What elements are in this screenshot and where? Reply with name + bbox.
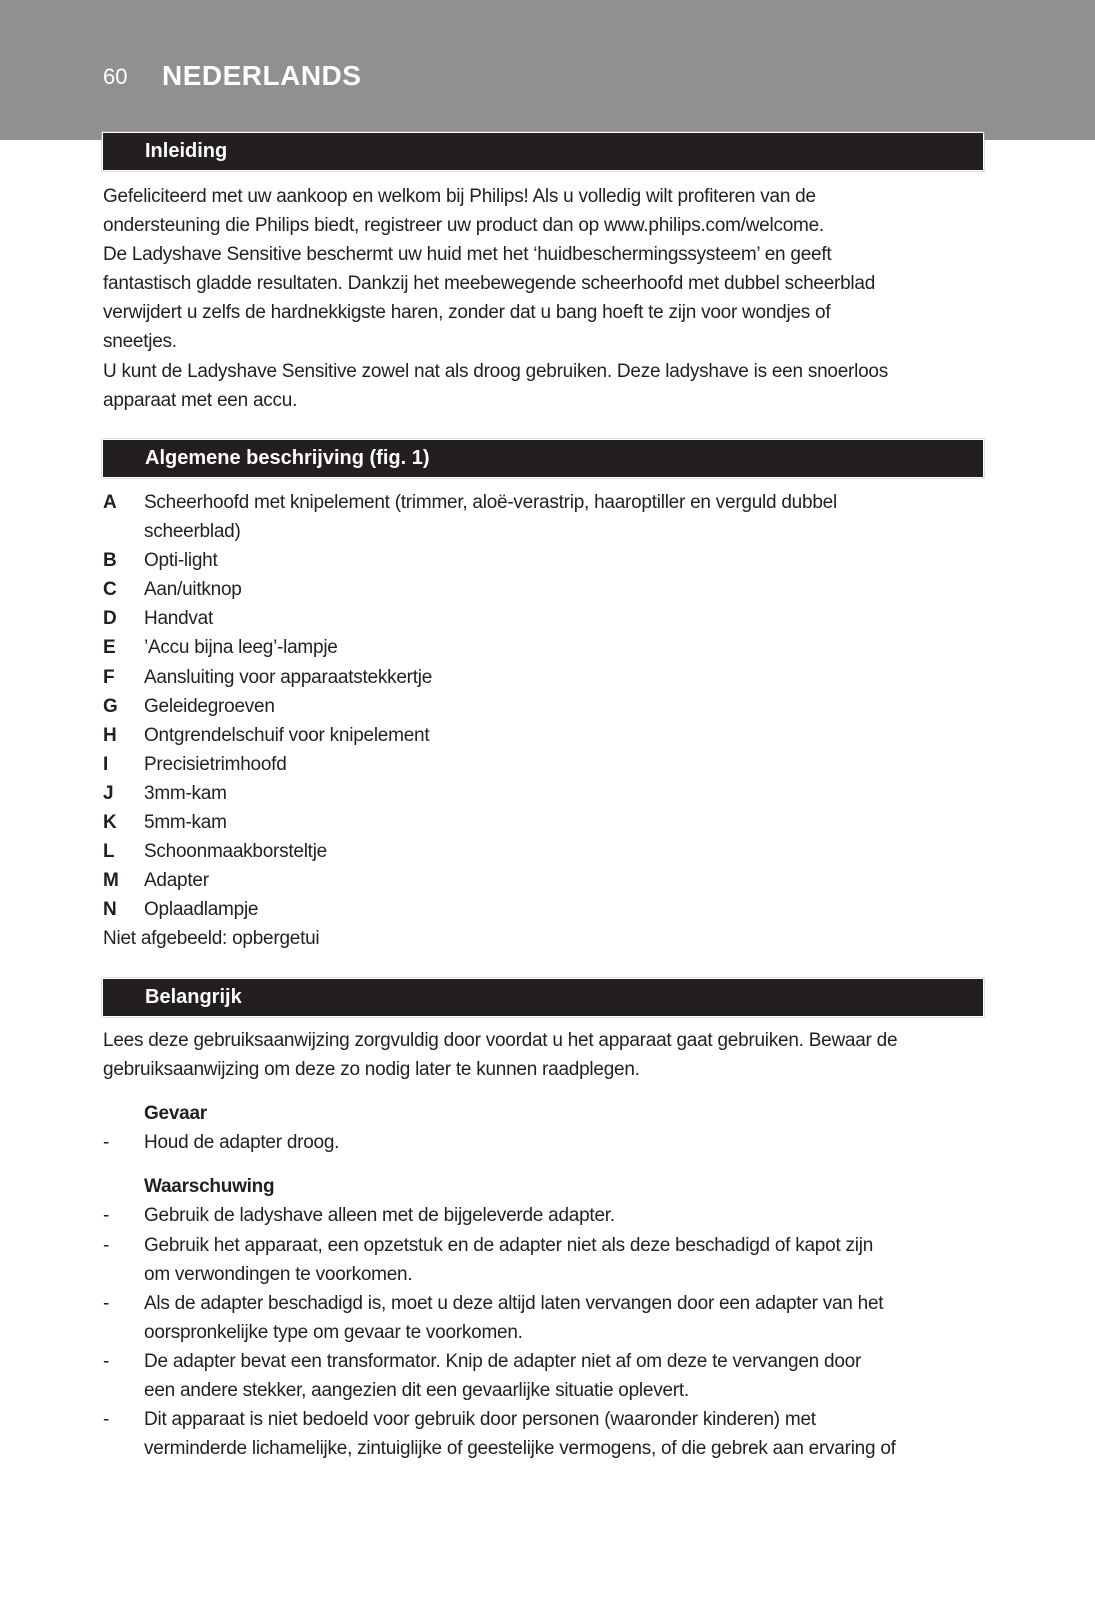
text-line: Dit apparaat is niet bedoeld voor gebruik door personen (waaronder kinderen) met: [144, 1409, 816, 1431]
text-line: apparaat met een accu.: [103, 389, 298, 411]
list-item: [103, 779, 993, 808]
text-line: Lees deze gebruiksaanwijzing zorgvuldig door voordat u het apparaat gaat gebruiken. Bewaar de: [103, 1030, 898, 1051]
warning-item: [103, 1201, 993, 1230]
item-label: K: [103, 812, 117, 834]
item-label: J: [103, 782, 114, 804]
text-line: scheerblad): [144, 521, 241, 543]
text-line: De adapter bevat een transformator. Knip de adapter niet af om deze te vervangen door: [144, 1350, 862, 1372]
text-line: verminderde lichamelijke, zintuiglijke of geestelijke vermogens, of die gebrek aan ervaring of: [144, 1438, 896, 1460]
text-line: gebruiksaanwijzing om deze zo nodig later te kunnen raadplegen.: [103, 1059, 640, 1081]
section-title: Belangrijk: [145, 986, 242, 1008]
text-line: om verwondingen te voorkomen.: [144, 1263, 413, 1285]
section-title: Algemene beschrijving (fig. 1): [145, 447, 430, 469]
text-line: oorspronkelijke type om gevaar te voorkomen.: [144, 1321, 523, 1343]
text-line: U kunt de Ladyshave Sensitive zowel nat als droog gebruiken. Deze ladyshave is een snoerloos: [103, 360, 888, 382]
text-line: Ontgrendelschuif voor knipelement: [144, 724, 430, 746]
danger-item: [103, 1128, 993, 1157]
item-label: A: [103, 492, 117, 513]
text-line: Precisietrimhoofd: [144, 753, 287, 775]
parts-list: [103, 488, 993, 954]
list-item: [103, 808, 993, 837]
section-heading-important: [102, 978, 984, 1017]
danger-heading: Gevaar: [144, 1103, 207, 1125]
text-line: Aansluiting voor apparaatstekkertje: [144, 666, 433, 688]
warning-heading: Waarschuwing: [144, 1176, 275, 1198]
text-line: ’Accu bijna leeg’-lampje: [144, 637, 338, 659]
text-line: Adapter: [144, 870, 209, 892]
text-line: Gebruik het apparaat, een opzetstuk en de adapter niet als deze beschadigd of kapot zijn: [144, 1234, 874, 1256]
text-line: sneetjes.: [103, 331, 177, 353]
bullet: -: [103, 1132, 110, 1154]
list-item: [103, 663, 993, 692]
bullet: -: [103, 1292, 110, 1314]
item-label: D: [103, 608, 117, 630]
text-line: verwijdert u zelfs de hardnekkigste haren, zonder dat u bang hoeft te zijn voor wondjes of: [103, 302, 831, 324]
item-label: C: [103, 579, 117, 601]
item-label: I: [103, 753, 109, 775]
text-line: Geleidegroeven: [144, 695, 275, 717]
list-item: [103, 604, 993, 633]
text-line: fantastisch gladde resultaten. Dankzij het meebewegende scheerhoofd met dubbel scheerblad: [103, 273, 876, 295]
list-item: [103, 692, 993, 721]
item-label: L: [103, 841, 115, 863]
warning-item: [103, 1405, 993, 1463]
intro-paragraph: [103, 182, 993, 415]
warning-item: [103, 1347, 993, 1405]
warning-item: [103, 1289, 993, 1347]
text-line: Houd de adapter droog.: [144, 1132, 340, 1154]
section-heading-description: [102, 439, 984, 478]
list-item: [103, 866, 993, 895]
item-label: E: [103, 637, 116, 659]
page-number: 60: [103, 64, 128, 89]
important-section: [103, 1026, 993, 1463]
item-label: G: [103, 695, 118, 717]
item-label: N: [103, 899, 117, 921]
text-line: Scheerhoofd met knipelement (trimmer, aloë-verastrip, haaroptiller en verguld dubbel: [144, 492, 837, 513]
section-title: Inleiding: [145, 140, 228, 162]
language-title: NEDERLANDS: [162, 60, 362, 91]
bullet: -: [103, 1234, 110, 1256]
warning-item: [103, 1231, 993, 1289]
text-line: ondersteuning die Philips biedt, registreer uw product dan op www.philips.com/welcome.: [103, 215, 824, 237]
list-item: [103, 575, 993, 604]
text-line: 3mm-kam: [144, 782, 227, 804]
text-line: Als de adapter beschadigd is, moet u deze altijd laten vervangen door een adapter van het: [144, 1292, 884, 1314]
page-header: [0, 0, 1095, 140]
text-line: Gebruik de ladyshave alleen met de bijgeleverde adapter.: [144, 1205, 615, 1227]
bullet: -: [103, 1350, 110, 1372]
section-heading-intro: [102, 132, 984, 171]
text-line: De Ladyshave Sensitive beschermt uw huid met het ‘huidbeschermingssysteem’ en geeft: [103, 244, 832, 266]
text-line: Handvat: [144, 608, 214, 630]
list-item: [103, 721, 993, 750]
text-line: 5mm-kam: [144, 812, 227, 834]
list-item: [103, 633, 993, 662]
text-line: Gefeliciteerd met uw aankoop en welkom bij Philips! Als u volledig wilt profiteren van de: [103, 186, 816, 207]
text-line: Schoonmaakborsteltje: [144, 841, 327, 863]
item-label: H: [103, 724, 117, 746]
list-item: [103, 837, 993, 866]
bullet: -: [103, 1409, 110, 1431]
text-line: een andere stekker, aangezien dit een gevaarlijke situatie oplevert.: [144, 1380, 689, 1402]
text-line: Opti-light: [144, 550, 218, 572]
list-item: [103, 895, 993, 924]
list-item: [103, 488, 993, 546]
text-line: Oplaadlampje: [144, 899, 259, 921]
item-label: F: [103, 666, 115, 688]
list-item: [103, 546, 993, 575]
note-text: Niet afgebeeld: opbergetui: [103, 928, 320, 950]
item-label: B: [103, 550, 117, 572]
text-line: Aan/uitknop: [144, 579, 242, 601]
item-label: M: [103, 870, 119, 892]
bullet: -: [103, 1205, 110, 1227]
list-item: [103, 750, 993, 779]
